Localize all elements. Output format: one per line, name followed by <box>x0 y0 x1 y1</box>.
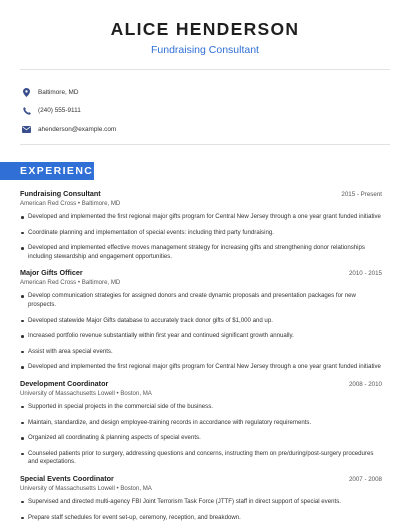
job-organization: American Red Cross • Baltimore, MD <box>20 279 121 287</box>
job-bullets <box>20 292 382 372</box>
bullet-item: Maintain, standardize, and design employee-training records in accordance with regulatory requirements. <box>20 419 382 428</box>
experience-heading: EXPERIENCE <box>0 162 94 180</box>
job-header <box>20 474 382 483</box>
header-divider <box>20 69 390 70</box>
bullet-item: Developed and implemented the first regional major gifts program for Central New Jersey through a one year grant funded initiative <box>20 213 382 222</box>
job-organization: University of Massachusetts Lowell • Boston, MA <box>20 389 152 397</box>
job-bullets <box>20 213 382 261</box>
resume-header <box>0 0 410 56</box>
bullet-item: Supervised and directed multi-agency FBI Joint Terrorism Task Force (JTTF) staff in direct support of special events. <box>20 498 382 507</box>
bullet-item: Organized all coordinating & planning aspects of special events. <box>20 434 382 443</box>
contact-list <box>22 83 116 139</box>
candidate-title: Fundraising Consultant <box>151 44 259 56</box>
job-header <box>20 268 382 277</box>
candidate-name: ALICE HENDERSON <box>110 19 300 39</box>
experience-section <box>20 189 382 529</box>
job-header <box>20 379 382 388</box>
job-header <box>20 189 382 198</box>
job-entry <box>20 189 382 261</box>
contact-phone <box>22 102 116 120</box>
job-title: Special Events Coordinator <box>20 473 114 483</box>
job-entry <box>20 268 382 372</box>
job-dates: 2007 - 2008 <box>348 475 382 483</box>
bullet-item: Prepare staff schedules for event set-up, ceremony, reception, and breakdown. <box>20 514 382 523</box>
job-dates: 2015 - Present <box>341 191 382 198</box>
contact-divider <box>20 144 390 145</box>
bullet-item: Increased portfolio revenue substantially within first year and continued significant growth annually. <box>20 332 382 341</box>
bullet-item: Developed and implemented the first regional major gifts program for Central New Jersey through a one year grant funded initiative <box>20 363 382 372</box>
contact-location <box>22 83 116 101</box>
bullet-item: Developed statewide Major Gifts database to accurately track donor gifts of $1,000 and up. <box>20 317 382 326</box>
job-organization: University of Massachusetts Lowell • Boston, MA <box>20 484 152 492</box>
job-title: Development Coordinator <box>20 378 109 388</box>
bullet-item: Assist with area special events. <box>20 348 382 357</box>
job-bullets <box>20 498 382 522</box>
bullet-item: Develop communication strategies for assigned donors and create dynamic proposals and presentation packages for new prospects. <box>20 292 382 309</box>
bullet-item: Coordinate planning and implementation of special events: including third party fundraising. <box>20 229 382 238</box>
job-bullets <box>20 403 382 467</box>
bullet-item: Supported in special projects in the commercial side of the business. <box>20 403 382 412</box>
job-entry <box>20 379 382 467</box>
job-dates: 2010 - 2015 <box>348 270 382 278</box>
map-pin-icon <box>22 88 31 97</box>
job-dates: 2008 - 2010 <box>348 380 382 388</box>
contact-email[interactable] <box>22 120 116 138</box>
bullet-item: Counseled patients prior to surgery, addressing questions and concerns, instructing them on pre/during/post-surgery procedures and expectations. <box>20 450 382 467</box>
email-text: ahenderson@example.com <box>38 125 117 133</box>
phone-text: (240) 555-9111 <box>38 107 81 114</box>
bullet-item: Developed and implemented effective moves management strategy for increasing gifts and strengthening donor relationships including stewardship and engagement opportunities. <box>20 244 382 261</box>
envelope-icon <box>22 125 31 134</box>
job-title: Fundraising Consultant <box>20 189 101 198</box>
job-entry <box>20 474 382 522</box>
job-organization: American Red Cross • Baltimore, MD <box>20 200 121 207</box>
phone-icon <box>22 106 31 115</box>
job-title: Major Gifts Officer <box>20 268 83 278</box>
location-text: Baltimore, MD <box>38 88 79 96</box>
